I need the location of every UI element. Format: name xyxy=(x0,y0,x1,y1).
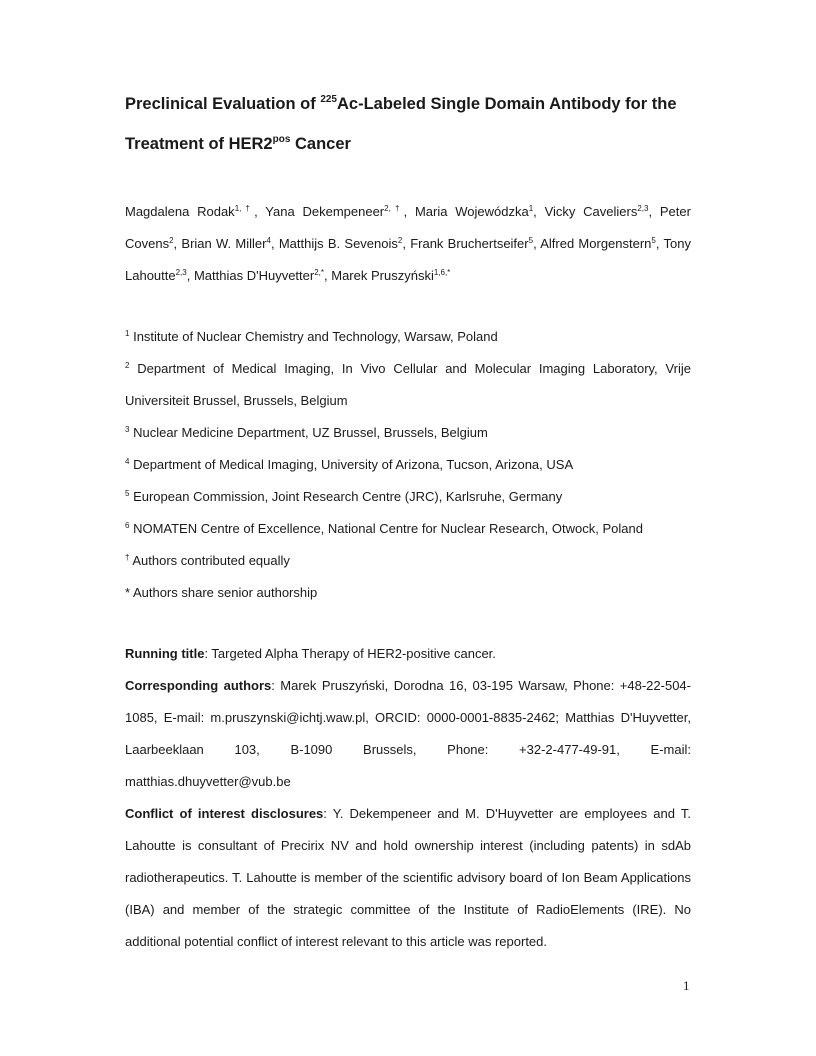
corresponding-authors: Corresponding authors: Marek Pruszyński, Dorodna 16, 03-195 Warsaw, Phone: +48-22-504-1085, E-mail: m.pruszynski@ichtj.waw.pl, ORCID: 0000-0001-8835-2462; Matthias D'Huyvetter, Laarbeeklaan 103, B-1090 Brussels, Phone: +32-2-477-49-91, E-mail: matthias.dhuyvetter@vub.be xyxy=(125,678,691,789)
author: Brian W. Miller$^4$ xyxy=(181,236,271,251)
running-title-label: Running title xyxy=(125,646,205,661)
corresponding-authors-label: Corresponding authors xyxy=(125,678,272,693)
affiliation-item: $^6$ NOMATEN Centre of Excellence, National Centre for Nuclear Research, Otwock, Poland xyxy=(125,521,643,536)
author: Vicky Caveliers$^{2,3}$ xyxy=(544,204,649,219)
author: Peter Covens$^2$ xyxy=(125,204,691,251)
author: Maria Wojewódzka$^1$ xyxy=(414,204,534,219)
author: Marek Pruszyński$^{1,6,*}$ xyxy=(331,268,451,283)
title-pos-superscript: pos xyxy=(272,134,291,145)
affiliation-list xyxy=(125,321,691,609)
page-number: 1 xyxy=(683,978,690,993)
affiliation-item: $^1$ Institute of Nuclear Chemistry and Technology, Warsaw, Poland xyxy=(125,329,498,344)
author: Matthias D'Huyvetter$^{2,*}$ xyxy=(193,268,325,283)
conflict-of-interest-label: Conflict of interest disclosures xyxy=(125,806,324,821)
senior-authorship-note: * Authors share senior authorship xyxy=(125,585,318,600)
conflict-of-interest: Conflict of interest disclosures: Y. Dekempeneer and M. D'Huyvetter are employees and T. Lahoutte is consultant of Precirix NV and hold ownership interest (including patents) in sdAb radiotherapeutics. T. Lahoutte is member of the scientific advisory board of Ion Beam Applications (IBA) and member of the strategic committee of the Institute of RadioElements (IRE). No additional potential conflict of interest relevant to this article was reported. xyxy=(125,806,691,949)
author: Tony Lahoutte$^{2,3}$ xyxy=(125,236,691,283)
paper-title xyxy=(125,84,695,164)
title-isotope-mass: 225 xyxy=(320,94,337,105)
author-list: Magdalena Rodak$^{1,\dagger}$, Yana Dekempeneer$^{2,\dagger}$, Maria Wojewódzka$^1$, Vicky Caveliers$^{2,3}$, Peter Covens$^2$, Brian W. Miller$^4$, Matthijs B. Sevenois$^2$, Frank Bruchertseifer$^5$, Alfred Morgenstern$^5$, Tony Lahoutte$^{2,3}$, Matthias D'Huyvetter$^{2,*}$, Marek Pruszyński$^{1,6,*}$ xyxy=(125,204,691,283)
author: Magdalena Rodak$^{1,\dagger}$ xyxy=(125,204,255,219)
author: Frank Bruchertseifer$^5$ xyxy=(410,236,534,251)
affiliation-item: $^4$ Department of Medical Imaging, University of Arizona, Tucson, Arizona, USA xyxy=(125,457,574,472)
title-part-3: Cancer xyxy=(290,135,351,153)
author: Yana Dekempeneer$^{2,\dagger}$ xyxy=(265,204,404,219)
title-part-1: Preclinical Evaluation of xyxy=(125,95,321,113)
equal-contribution-note: † Authors contributed equally xyxy=(125,553,290,568)
affiliation-item: $^5$ European Commission, Joint Research Centre (JRC), Karlsruhe, Germany xyxy=(125,489,563,504)
affiliation-item: $^2$ Department of Medical Imaging, In Vivo Cellular and Molecular Imaging Laboratory, Vrije Universiteit Brussel, Brussels, Belgium xyxy=(125,361,691,408)
author: Alfred Morgenstern$^5$ xyxy=(540,236,656,251)
running-title: Running title: Targeted Alpha Therapy of HER2-positive cancer. xyxy=(125,646,496,661)
affiliation-item: $^3$ Nuclear Medicine Department, UZ Brussel, Brussels, Belgium xyxy=(125,425,488,440)
article-metadata xyxy=(125,638,691,958)
title-part-2: Ac-Labeled Single Domain Antibody for the Treatment of HER2 xyxy=(125,95,677,153)
author: Matthijs B. Sevenois$^2$ xyxy=(278,236,403,251)
